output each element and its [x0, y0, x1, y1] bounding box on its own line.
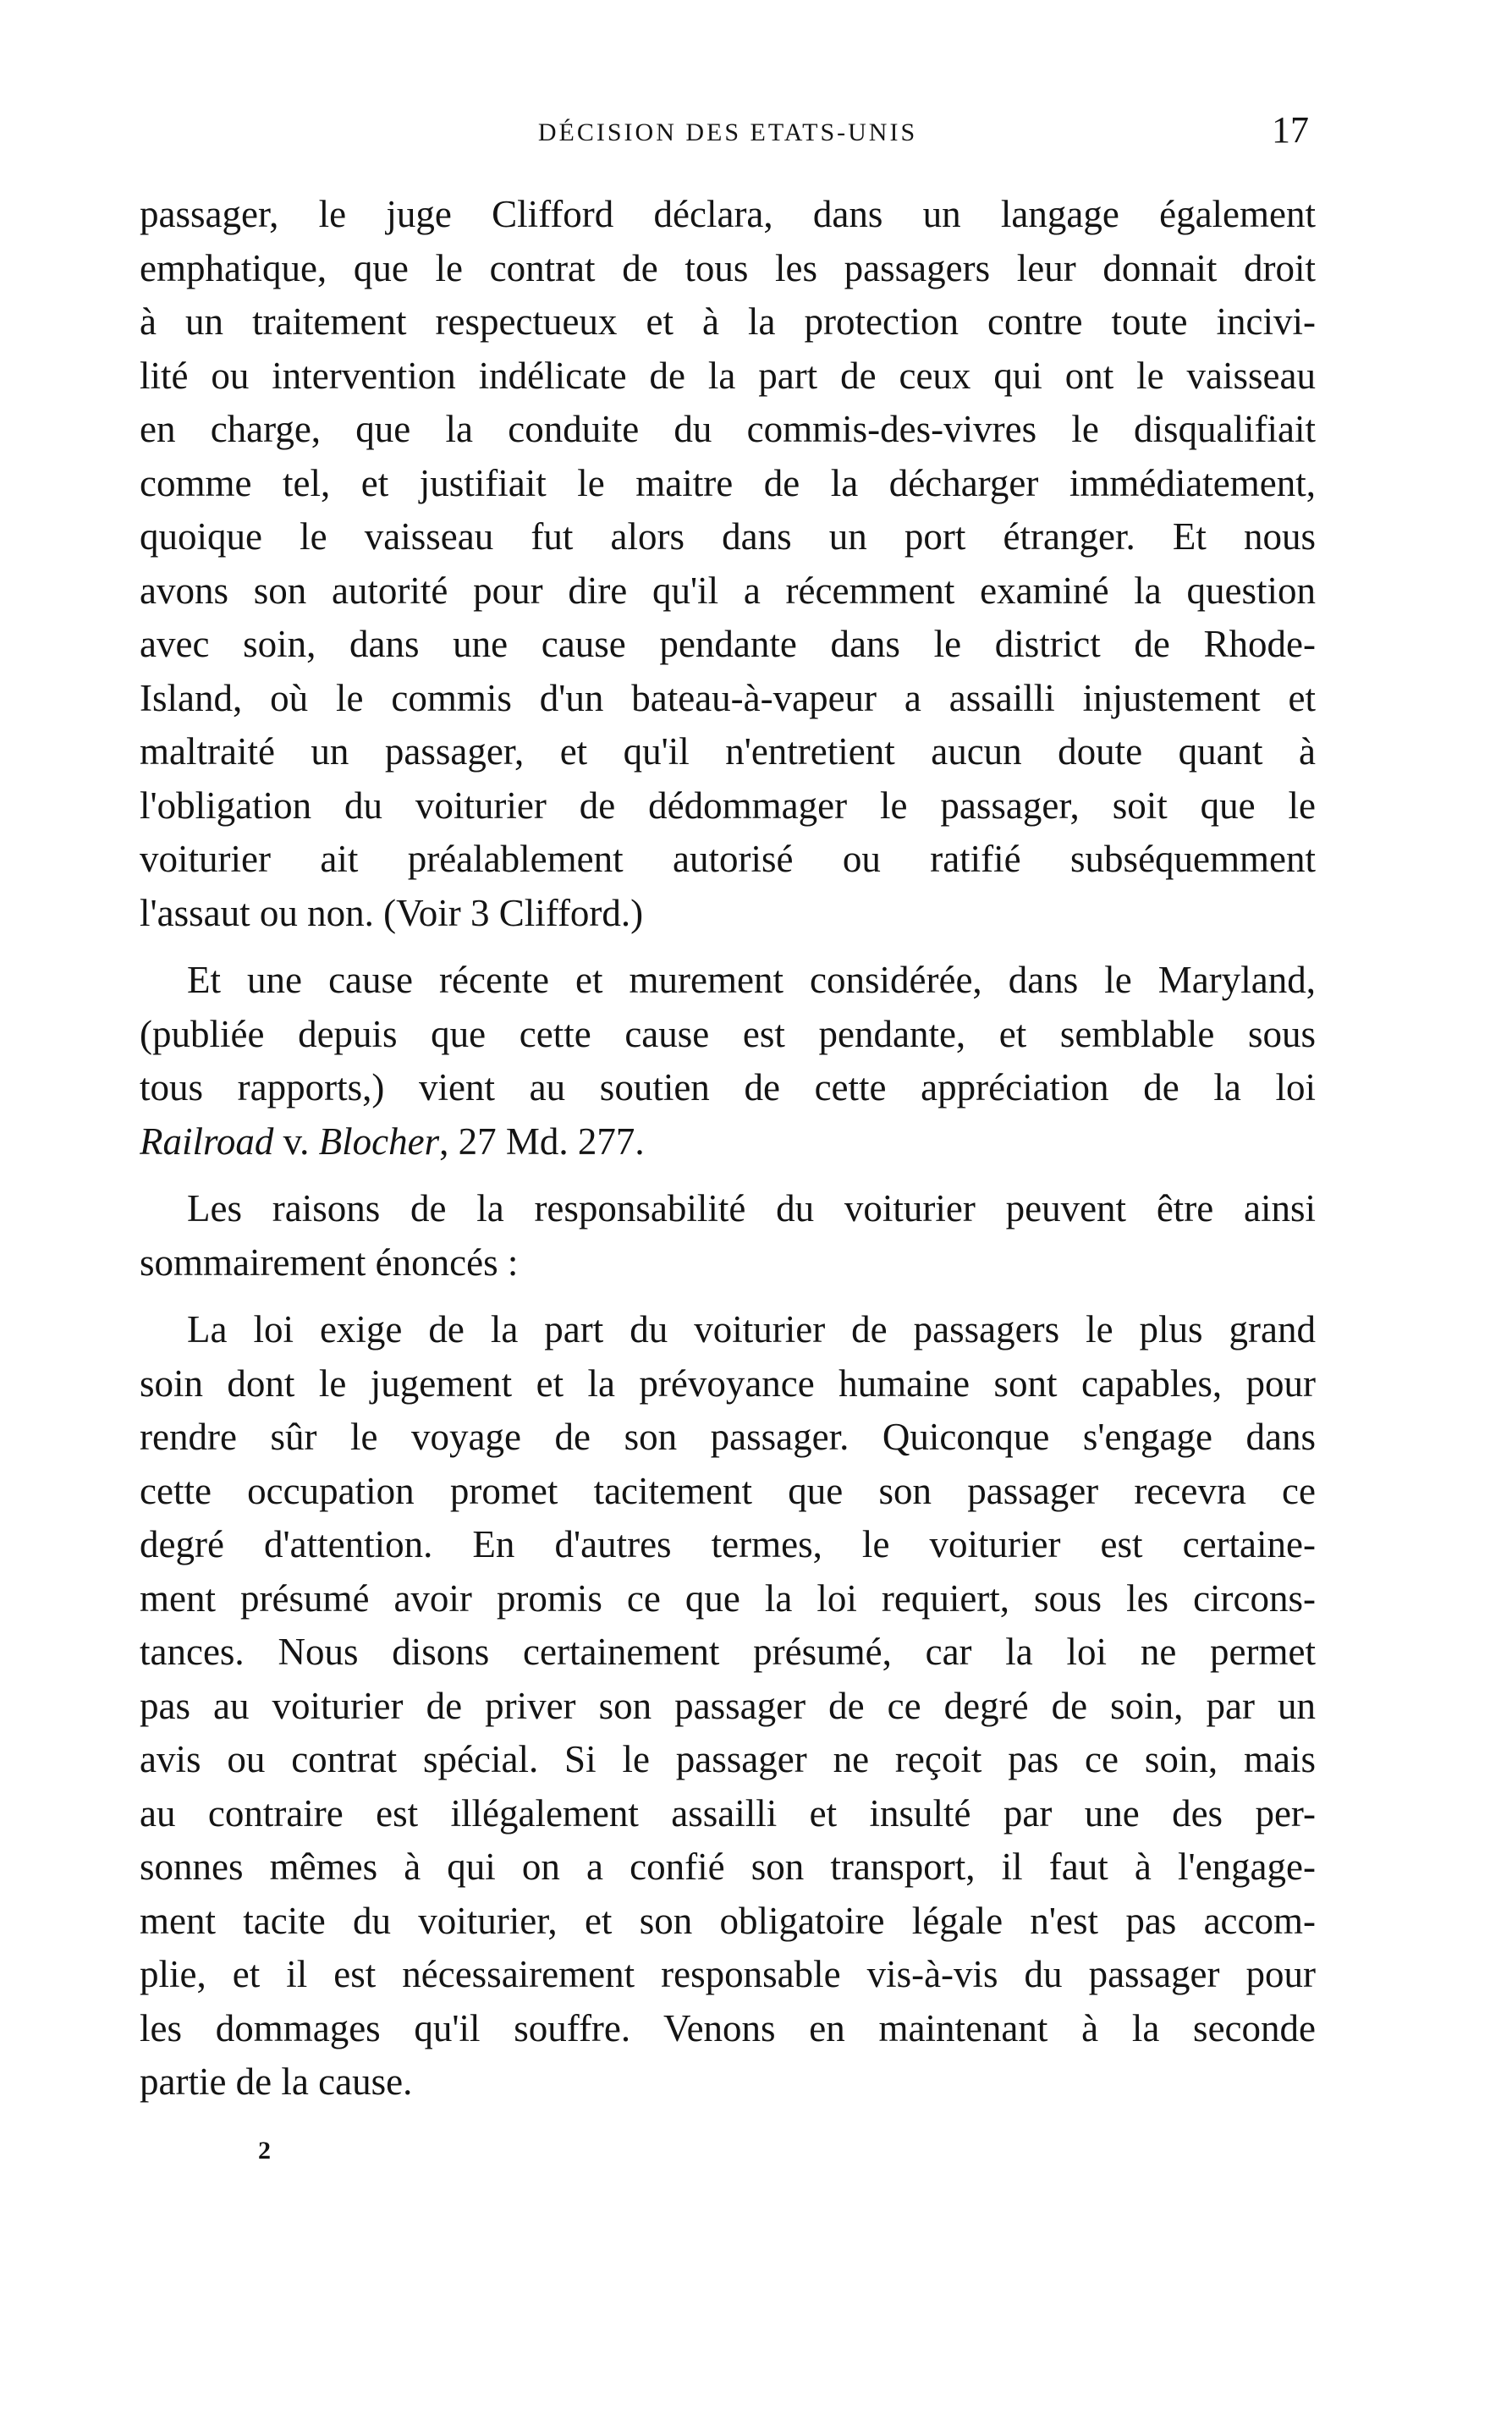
text-line: voiturier ait préalablement autorisé ou ratifié subséquemment: [140, 838, 1316, 880]
running-header: [140, 108, 1316, 159]
case-versus: v.: [273, 1119, 319, 1163]
text-line: à un traitement respectueux et à la protection contre toute incivi-: [140, 300, 1316, 343]
text-line: avis ou contrat spécial. Si le passager ne reçoit pas ce soin, mais: [140, 1738, 1316, 1780]
text-line: tances. Nous disons certainement présumé, car la loi ne permet: [140, 1631, 1316, 1673]
case-reference: , 27 Md. 277.: [439, 1119, 645, 1163]
text-line: plie, et il est nécessairement responsable vis-à-vis du passager pour: [140, 1953, 1316, 1995]
text-line: cette occupation promet tacitement que son passager recevra ce: [140, 1469, 1316, 1512]
text-line: les dommages qu'il souffre. Venons en maintenant à la seconde: [140, 2006, 1316, 2049]
signature-mark: 2: [258, 2137, 271, 2165]
body-text: [140, 188, 1316, 2123]
text-line: quoique le vaisseau fut alors dans un port étranger. Et nous: [140, 515, 1316, 558]
text-line: avons son autorité pour dire qu'il a récemment examiné la question: [140, 569, 1316, 612]
text-line: ment tacite du voiturier, et son obligatoire légale n'est pas accom-: [140, 1899, 1316, 1942]
text-line: soin dont le jugement et la prévoyance humaine sont capables, pour: [140, 1362, 1316, 1405]
text-line: pas au voiturier de priver son passager de ce degré de soin, par un: [140, 1684, 1316, 1727]
paragraph: [140, 954, 1316, 1169]
paragraph: [140, 1182, 1316, 1290]
page-number: 17: [1272, 109, 1309, 151]
text-line: l'assaut ou non. (Voir 3 Clifford.): [140, 891, 644, 934]
case-party-1: Railroad: [140, 1119, 274, 1163]
text-line: l'obligation du voiturier de dédommager le passager, soit que le: [140, 784, 1316, 827]
text-line: sonnes mêmes à qui on a confié son transport, il faut à l'engage-: [140, 1846, 1316, 1888]
text-line: sommairement énoncés :: [140, 1241, 519, 1284]
paragraph: [140, 188, 1316, 940]
text-line: rendre sûr le voyage de son passager. Quiconque s'engage dans: [140, 1416, 1316, 1458]
running-title: DÉCISION DES ETATS-UNIS: [537, 118, 918, 146]
text-line: emphatique, que le contrat de tous les passagers leur donnait droit: [140, 246, 1316, 289]
text-line: passager, le juge Clifford déclara, dans un langage également: [140, 193, 1316, 235]
text-line: Les raisons de la responsabilité du voiturier peuvent être ainsi: [187, 1187, 1316, 1230]
text-line: tous rapports,) vient au soutien de cette appréciation de la loi: [140, 1066, 1316, 1108]
paragraph: [140, 1303, 1316, 2110]
text-line: lité ou intervention indélicate de la part de ceux qui ont le vaisseau: [140, 354, 1316, 397]
text-line: Et une cause récente et murement considérée, dans le Maryland,: [187, 959, 1316, 1001]
text-line: maltraité un passager, et qu'il n'entretient aucun doute quant à: [140, 730, 1316, 773]
text-line: avec soin, dans une cause pendante dans le district de Rhode-: [140, 623, 1316, 665]
text-line: La loi exige de la part du voiturier de passagers le plus grand: [187, 1308, 1316, 1351]
text-line: ment présumé avoir promis ce que la loi requiert, sous les circons-: [140, 1576, 1316, 1620]
text-line: (publiée depuis que cette cause est pendante, et semblable sous: [140, 1012, 1316, 1055]
text-line: comme tel, et justifiait le maitre de la décharger immédiatement,: [140, 461, 1316, 504]
text-line: degré d'attention. En d'autres termes, le voiturier est certaine-: [140, 1523, 1316, 1565]
text-line: Island, où le commis d'un bateau-à-vapeur a assailli injustement et: [140, 676, 1316, 719]
text-line: en charge, que la conduite du commis-des-vivres le disqualifiait: [140, 408, 1316, 450]
text-line: au contraire est illégalement assailli et insulté par une des per-: [140, 1791, 1316, 1835]
text-line: partie de la cause.: [140, 2060, 413, 2103]
case-citation: [140, 1115, 1316, 1169]
case-party-2: Blocher: [318, 1119, 440, 1163]
